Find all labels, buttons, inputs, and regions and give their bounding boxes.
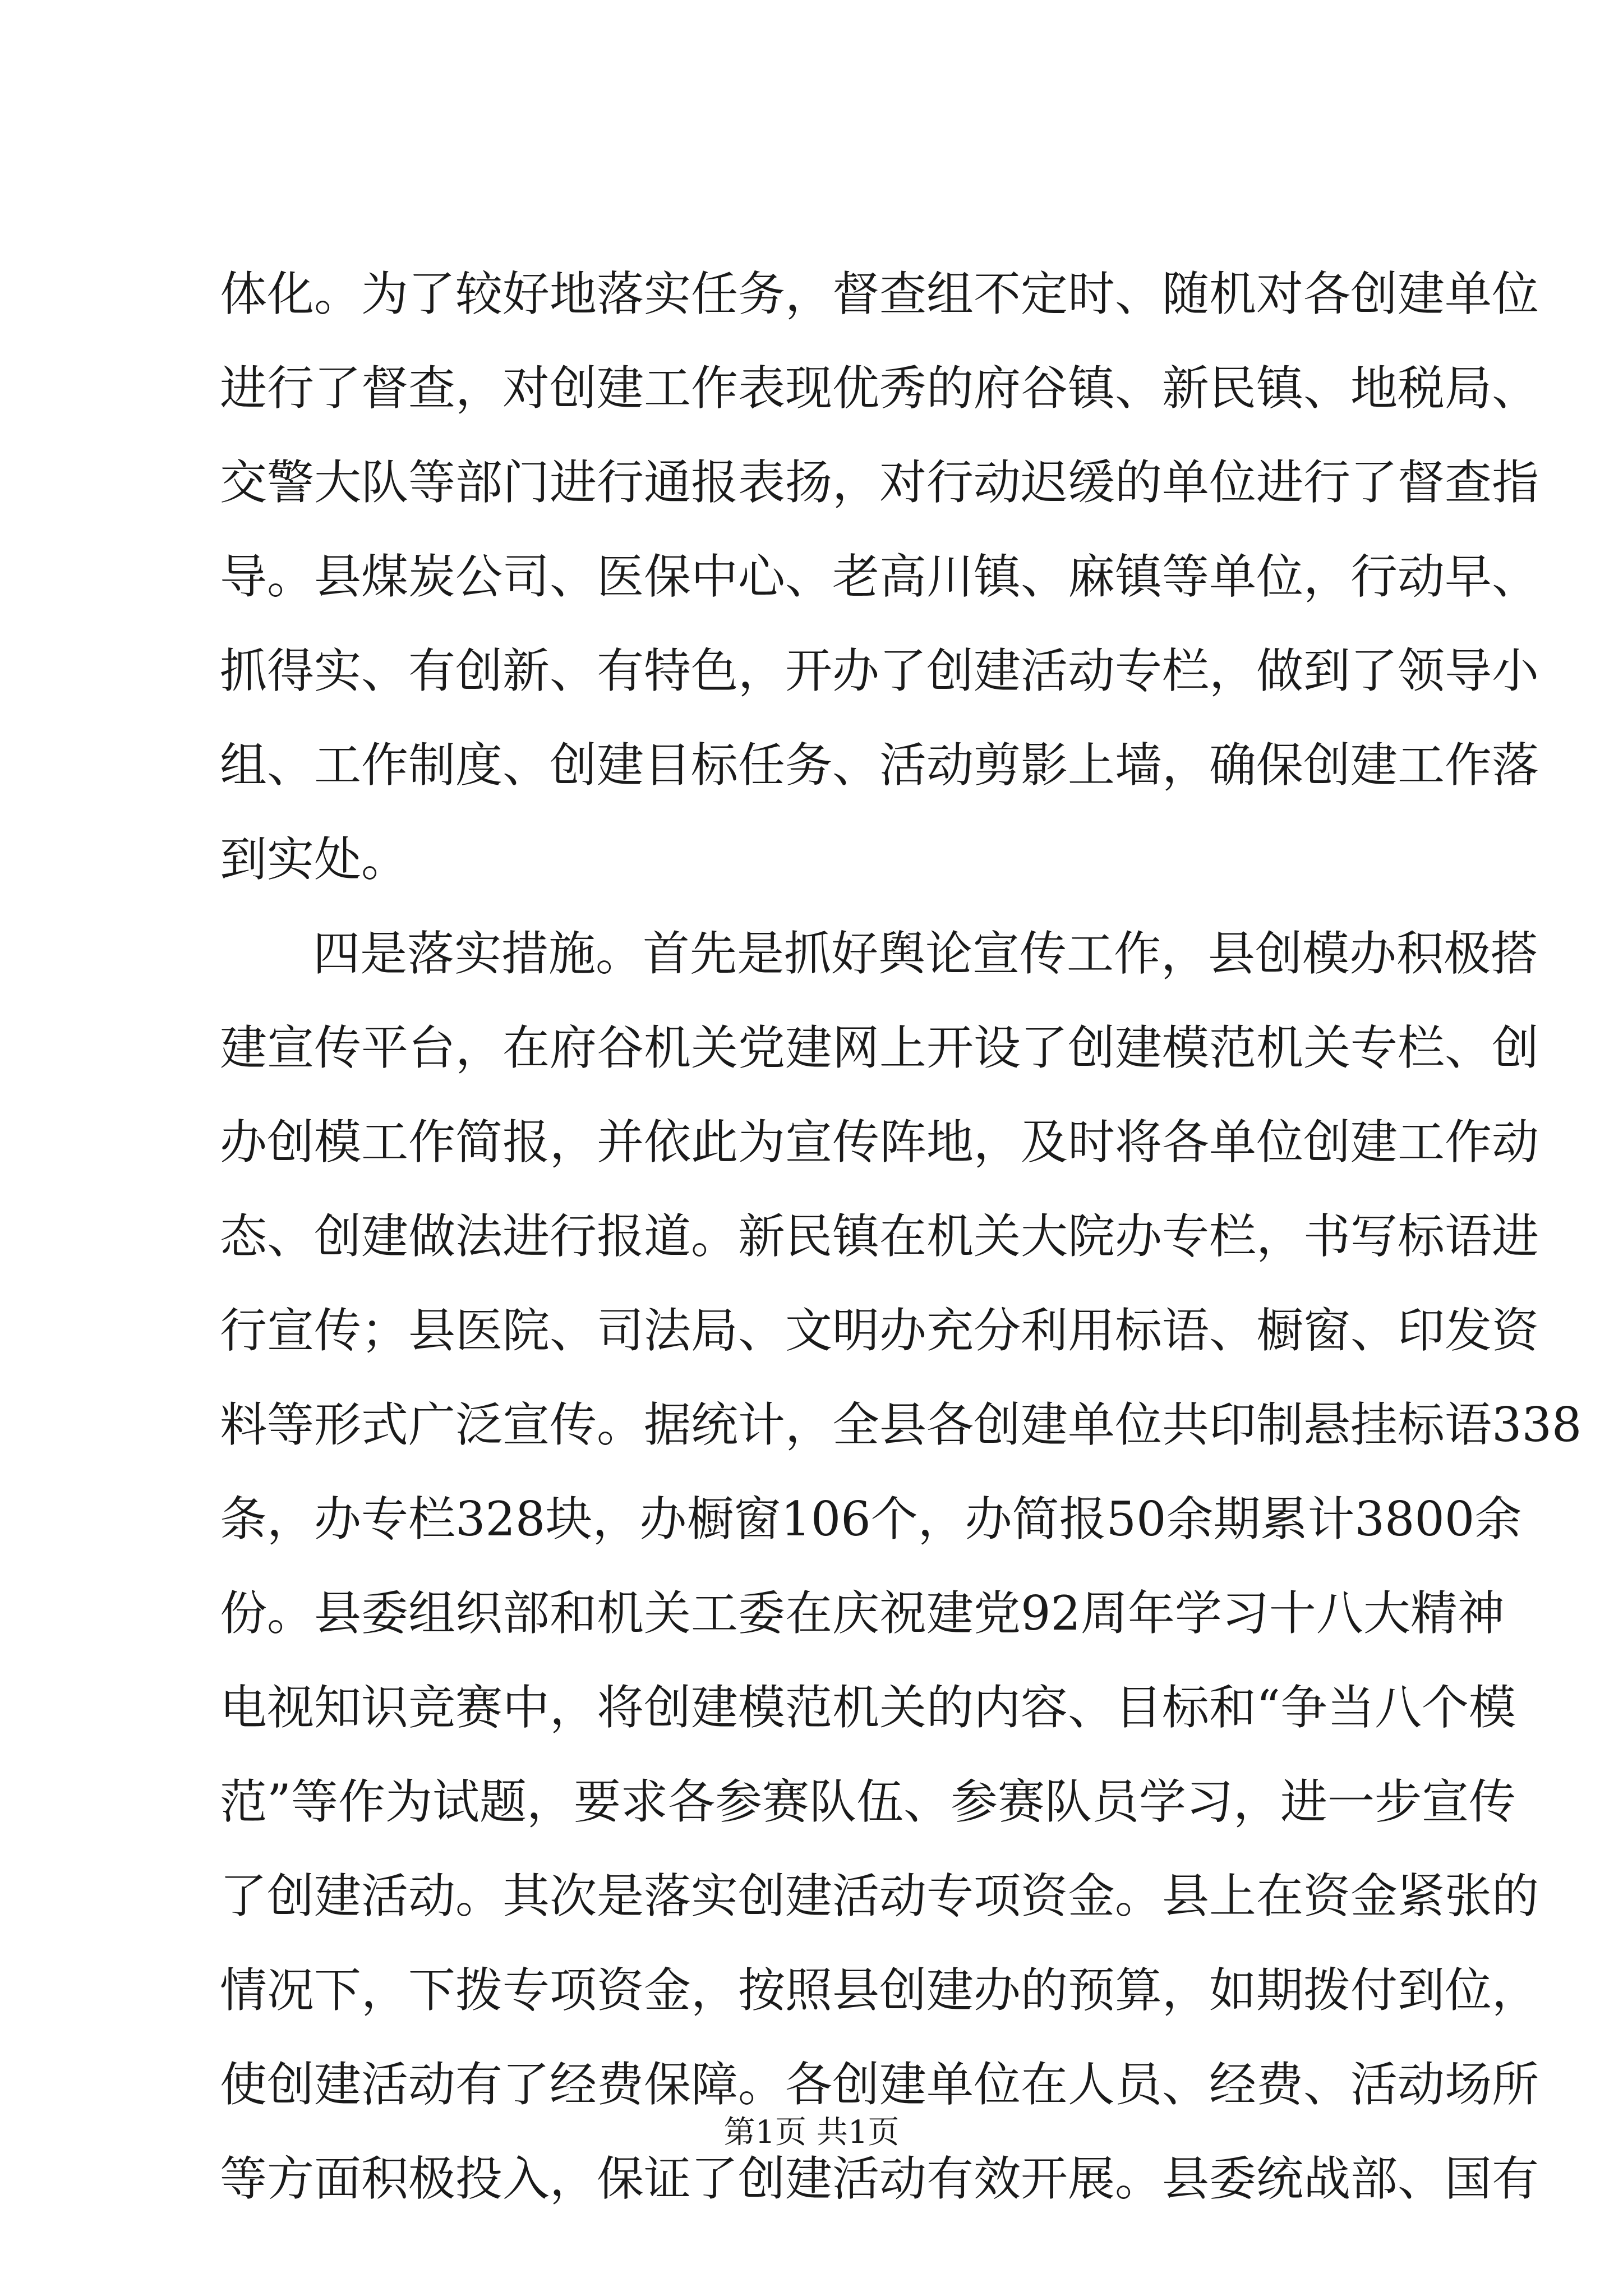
text-line: 到实处。 bbox=[220, 832, 409, 887]
text-line: 电视知识竞赛中，将创建模范机关的内容、目标和“争当八个模 bbox=[220, 1680, 1516, 1735]
text-line: 建宣传平台，在府谷机关党建网上开设了创建模范机关专栏、创 bbox=[220, 1020, 1539, 1075]
text-line: 体化。为了较好地落实任务，督查组不定时、随机对各创建单位 bbox=[220, 266, 1539, 321]
text-line: 使创建活动有了经费保障。各创建单位在人员、经费、活动场所 bbox=[220, 2057, 1539, 2112]
body-text bbox=[220, 247, 1582, 2226]
paragraph-first-line: 四是落实措施。首先是抓好舆论宣传工作，县创模办积极搭 bbox=[313, 926, 1538, 981]
text-line: 导。县煤炭公司、医保中心、老高川镇、麻镇等单位，行动早、 bbox=[220, 549, 1539, 604]
text-line: 料等形式广泛宣传。据统计，全县各创建单位共印制悬挂标语338 bbox=[220, 1397, 1582, 1452]
text-line: 办创模工作简报，并依此为宣传阵地，及时将各单位创建工作动 bbox=[220, 1115, 1539, 1170]
text-line: 范”等作为试题，要求各参赛队伍、参赛队员学习，进一步宣传 bbox=[220, 1774, 1516, 1829]
text-line: 态、创建做法进行报道。新民镇在机关大院办专栏，书写标语进 bbox=[220, 1209, 1539, 1264]
text-line: 了创建活动。其次是落实创建活动专项资金。县上在资金紧张的 bbox=[220, 1869, 1539, 1924]
text-line: 交警大队等部门进行通报表扬，对行动迟缓的单位进行了督查指 bbox=[220, 455, 1539, 510]
text-line: 进行了督查，对创建工作表现优秀的府谷镇、新民镇、地税局、 bbox=[220, 361, 1539, 416]
text-line: 等方面积极投入，保证了创建活动有效开展。县委统战部、国有 bbox=[220, 2151, 1539, 2206]
text-line: 抓得实、有创新、有特色，开办了创建活动专栏，做到了领导小 bbox=[220, 643, 1539, 698]
text-line: 条，办专栏328块，办橱窗106个，办简报50余期累计3800余 bbox=[220, 1492, 1522, 1547]
page-number-footer: 第1页 共1页 bbox=[723, 2114, 900, 2151]
text-line: 情况下，下拨专项资金，按照县创建办的预算，如期拨付到位， bbox=[220, 1963, 1539, 2018]
text-line: 组、工作制度、创建目标任务、活动剪影上墙，确保创建工作落 bbox=[220, 738, 1539, 793]
text-line: 份。县委组织部和机关工委在庆祝建党92周年学习十八大精神 bbox=[220, 1586, 1505, 1641]
text-line: 行宣传；县医院、司法局、文明办充分利用标语、橱窗、印发资 bbox=[220, 1303, 1539, 1358]
